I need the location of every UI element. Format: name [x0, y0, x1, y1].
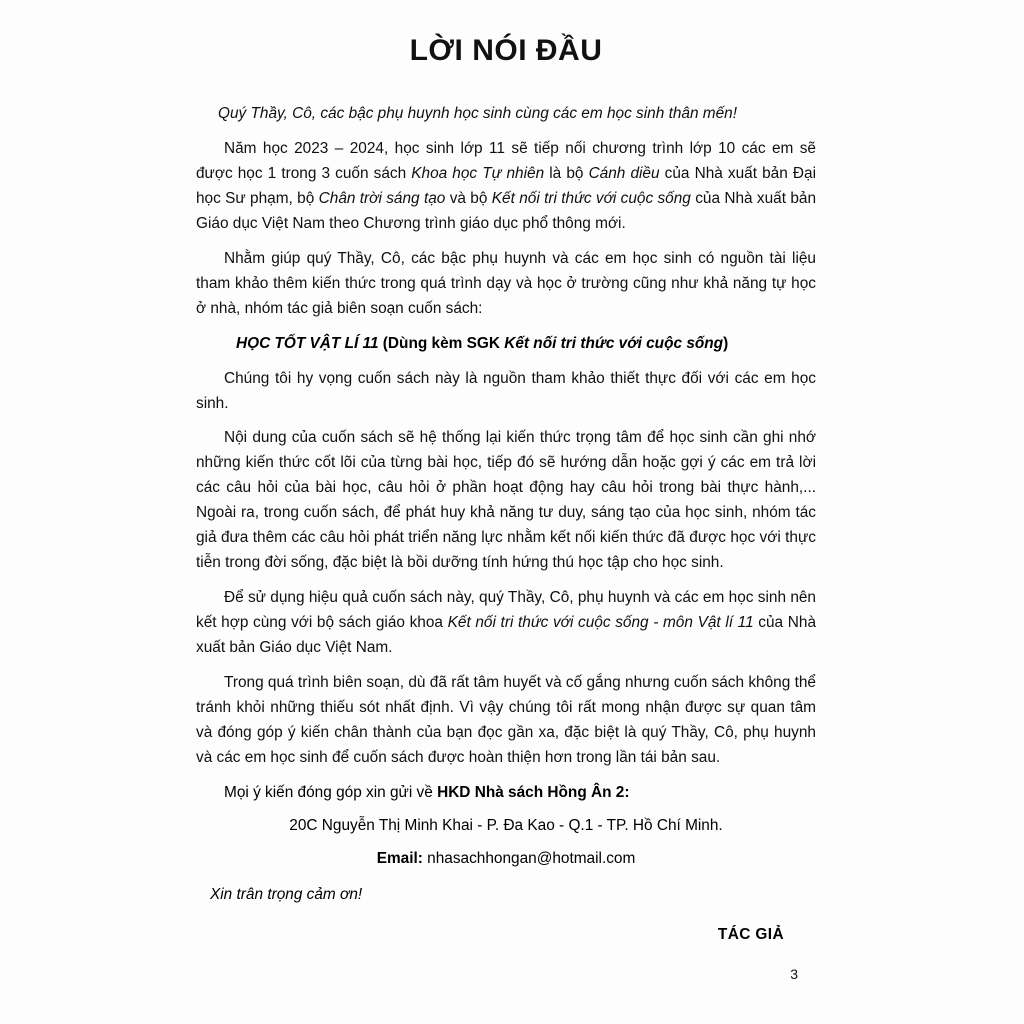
text-segment: của Nhà xuất bản Đại học Sư phạm, bộ	[196, 164, 816, 207]
text-segment: Kết nối tri thức với cuộc sống	[491, 189, 691, 207]
text-segment: Cánh diều	[588, 164, 660, 182]
text-segment: Kết nối tri thức với cuộc sống - môn Vật lí 11	[447, 614, 754, 632]
book-title-line	[196, 332, 816, 357]
paragraph-3	[196, 367, 816, 417]
signature-text: TÁC GIẢ	[717, 925, 784, 943]
book-bracket-close: )	[723, 334, 729, 352]
document-content	[196, 34, 816, 996]
text-segment: Chân trời sáng tạo	[318, 189, 446, 207]
thanks-text: Xin trân trọng cảm ơn!	[210, 885, 363, 903]
page-number: 3	[790, 965, 798, 982]
contact-intro-line	[196, 781, 816, 806]
paragraph-5	[196, 586, 816, 661]
text-segment: là bộ	[544, 164, 589, 182]
email-label: Email:	[376, 849, 428, 867]
text-segment: Nội dung của cuốn sách sẽ hệ thống lại kiến thức trọng tâm để học sinh cần ghi nhớ những kiến thức cốt lõi của từng bài học, tiếp đó sẽ hướng dẫn hoặc gợi ý các em trả lời các câu hỏi của bài học, câu hỏi ở phần hoạt động hay câu hỏi trong bài thực hành,... Ngoài ra, trong cuốn sách, để phát huy khả năng tư duy, sáng tạo của học sinh, nhóm tác giả đưa thêm các câu hỏi phát triển năng lực nhằm kết nối kiến thức đã được học với thực tiễn trong đời sống, đặc biệt là bồi dưỡng tính hứng thú học tập cho học sinh.	[196, 429, 816, 572]
text-segment: Năm học 2023 – 2024, học sinh lớp 11 sẽ tiếp nối chương trình lớp 10 các em sẽ được học 1 trong 3 cuốn sách	[196, 139, 816, 182]
text-segment: Nhằm giúp quý Thầy, Cô, các bậc phụ huynh và các em học sinh có nguồn tài liệu tham khảo thêm kiến thức trong quá trình dạy và học ở trường cũng như khả năng tự học ở nhà, nhóm tác giả biên soạn cuốn sách:	[196, 249, 816, 317]
text-segment: của Nhà xuất bản Giáo dục Việt Nam theo Chương trình giáo dục phổ thông mới.	[196, 189, 817, 232]
book-bracket-open: (	[378, 334, 388, 352]
book-series-name: Kết nối tri thức với cuộc sống	[504, 334, 724, 352]
text-segment: của Nhà xuất bản Giáo dục Việt Nam.	[196, 614, 817, 657]
text-segment: Chúng tôi hy vọng cuốn sách này là nguồn tham khảo thiết thực đối với các em học sinh.	[196, 369, 816, 412]
paragraph-1	[196, 137, 816, 237]
text-segment: và bộ	[445, 189, 492, 207]
salutation-text: Quý Thầy, Cô, các bậc phụ huynh học sinh cùng các em học sinh thân mến!	[218, 105, 738, 122]
contact-email-line	[196, 847, 816, 872]
paragraph-6	[196, 671, 816, 771]
text-segment: Khoa học Tự nhiên	[411, 164, 545, 182]
text-segment: Trong quá trình biên soạn, dù đã rất tâm huyết và cố gắng nhưng cuốn sách không thể tránh khỏi những thiếu sót nhất định. Vì vậy chúng tôi rất mong nhận được sự quan tâm và đóng góp ý kiến chân thành của bạn đọc gần xa, đặc biệt là quý Thầy, Cô, phụ huynh và các em học sinh để cuốn sách được hoàn thiện hơn trong lần tái bản sau.	[196, 674, 816, 766]
contact-company-name: HKD Nhà sách Hồng Ân 2:	[437, 783, 630, 801]
book-sgk-label: Dùng kèm SGK	[387, 334, 505, 352]
contact-intro-text: Mọi ý kiến đóng góp xin gửi về	[224, 783, 438, 801]
paragraph-4	[196, 426, 816, 576]
page-title: LỜI NÓI ĐẦU	[409, 34, 603, 67]
email-address[interactable]: nhasachhongan@hotmail.com	[427, 849, 636, 867]
contact-address: 20C Nguyễn Thị Minh Khai - P. Đa Kao - Q.1 - TP. Hồ Chí Minh.	[289, 816, 723, 834]
text-segment: Để sử dụng hiệu quả cuốn sách này, quý Thầy, Cô, phụ huynh và các em học sinh nên kết hợp cùng với bộ sách giáo khoa	[196, 589, 816, 632]
book-title-main: HỌC TỐT VẬT LÍ 11	[236, 334, 379, 352]
paragraph-2	[196, 247, 816, 322]
